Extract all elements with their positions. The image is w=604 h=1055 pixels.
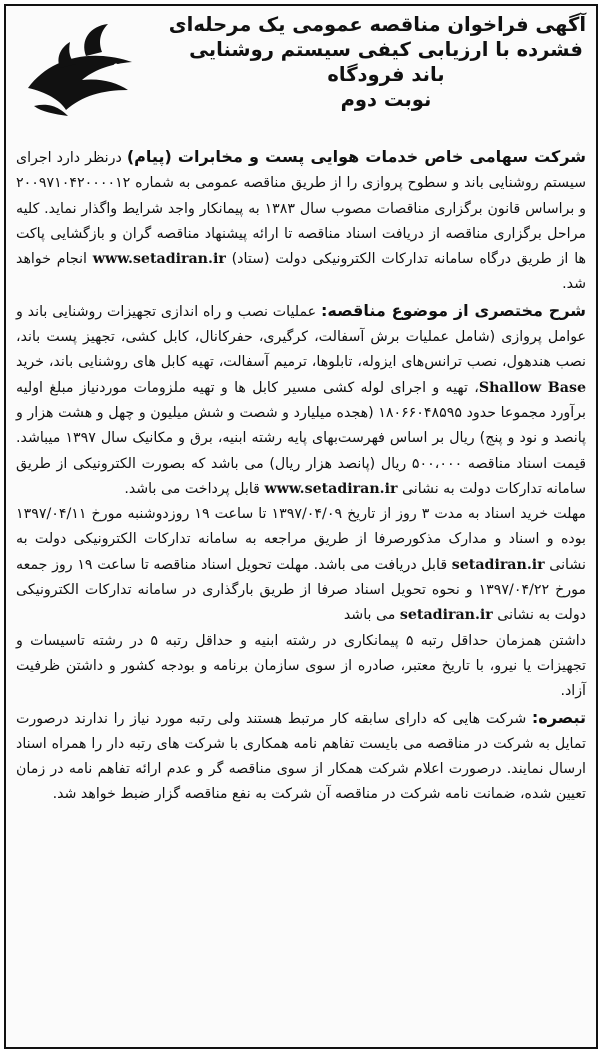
summary-text-2: ، تهیه و اجرای لوله کشی مسیر کابل ها و تهیه ملزومات موردنیاز مبلغ اولیه برآورد مجموعا حدود ۱۸۰۶۶۰۴۸۵۹۵ (هجده میلیارد و شصت و شش میلیون و چهل و هشت هزار و پانصد و نود و پنج) ریال بر اساس فهرست‌بهای پایه رشته ابنیه، برق و مکانیک سال ۱۳۹۷ میباشد. قیمت اسناد مناقصه ۵۰۰،۰۰۰ ریال (پانصد هزار ریال) می باشد که بصورت الکترونیکی از طریق سامانه تدارکات دولت به نشانی xyxy=(16,379,587,497)
title-block xyxy=(168,12,586,112)
setad-link-1[interactable]: www.setadiran.ir xyxy=(92,251,226,268)
advertisement-frame xyxy=(4,4,598,1049)
summary-text-1: عملیات نصب و راه اندازی تجهیزات روشنایی باند و عوامل پروازی (شامل عملیات برش آسفالت، کرگیری، حفرکانال، کابل کشی، تجهیز پست باند، نصب هندهول، نصب ترانس‌های ایزوله، تابلوها، ترمیم آسفالت، تهیه کابل های روشنایی باند، خرید xyxy=(16,303,586,371)
title-line-1: آگهی فراخوان مناقصه عمومی یک مرحله‌ای xyxy=(168,13,586,36)
bird-logo-icon xyxy=(20,18,140,122)
setad-link-2[interactable]: www.setadiran.ir xyxy=(264,480,398,497)
summary-paragraph xyxy=(16,298,586,502)
deadlines-text-1: مهلت خرید اسناد به مدت ۳ روز از تاریخ ۱۳۹۷/۰۴/۰۹ تا ساعت ۱۹ روزدوشنبه مورخ ۱۳۹۷/۰۴/۱۱ بوده و اسناد و مدارک مذکورصرفا از طریق مراجعه به سامانه تدارکات الکترونیکی دولت به نشانی xyxy=(16,506,586,573)
note-text: شرکت هایی که دارای سابقه کار مرتبط هستند ولی رتبه مورد نیاز را ندارند درصورت تمایل به شرکت در مناقصه می بایست تفاهم نامه همکاری با شرکت های رتبه دار را همراه اسناد ارسال نمایند. درصورت اعلام شرکت همکار از سوی مناقصه گر و عدم ارائه تفاهم نامه در زمان تعیین شده، ضمانت نامه شرکت در مناقصه آن شرکت به نفع مناقصه گزار ضبط خواهد شد. xyxy=(16,710,586,803)
deadlines-text-2: قابل دریافت می باشد. مهلت تحویل اسناد مناقصه تا ساعت ۱۹ روز جمعه مورخ ۱۳۹۷/۰۴/۲۲ و نحوه تحویل اسناد صرفا از طریق بارگذاری در سامانه تدارکات الکترونیکی دولت به نشانی xyxy=(16,556,587,624)
summary-text-3: قابل پرداخت می باشد. xyxy=(124,480,265,497)
intro-paragraph xyxy=(16,144,586,298)
round-label: نوبت دوم xyxy=(340,88,432,111)
header xyxy=(16,12,586,144)
deadlines-paragraph xyxy=(16,502,586,628)
body-text xyxy=(16,144,586,808)
company-name: شرکت سهامی خاص خدمات هوایی پست و مخابرات (پیام) xyxy=(126,147,587,166)
deadlines-text-3: می باشد xyxy=(343,607,400,624)
shallow-base-term: Shallow Base xyxy=(478,379,586,396)
requirements-paragraph: داشتن همزمان حداقل رتبه ۵ پیمانکاری در رشته ابنیه و حداقل رتبه ۵ در رشته تاسیسات و تجهیزات یا نیرو، با تاریخ معتبر، صادره از سوی سازمان برنامه و بودجه کشور و داشتن ظرفیت آزاد. xyxy=(16,632,586,700)
title-line-2: فشرده با ارزیابی کیفی سیستم روشنایی xyxy=(189,38,583,61)
intro-text-2: انجام خواهد شد. xyxy=(16,251,586,293)
summary-heading: شرح مختصری از موضوع مناقصه: xyxy=(320,300,587,320)
note-paragraph xyxy=(16,705,586,808)
intro-text-1: درنظر دارد اجرای سیستم روشنایی باند و سطوح پروازی را از طریق مناقصه عمومی به شماره ۲۰۰۹۷۱۰۴۲۰۰۰۰۱۲ و براساس قانون برگزاری مناقصات مصوب سال ۱۳۸۳ به پیمانکار واجد شرایط واگذار نماید. کلیه مراحل برگزاری مناقصه از دریافت اسناد مناقصه تا ارائه پیشنهاد مناقصه گران و بازگشایی پاکت ها از طریق درگاه سامانه تدارکات الکترونیکی دولت (ستاد) xyxy=(16,150,587,268)
note-label: تبصره: xyxy=(531,707,586,727)
title-line-3: باند فرودگاه xyxy=(327,63,445,86)
advertisement-content xyxy=(16,12,586,1041)
setad-link-3[interactable]: setadiran.ir xyxy=(451,556,545,573)
setad-link-4[interactable]: setadiran.ir xyxy=(399,607,493,624)
